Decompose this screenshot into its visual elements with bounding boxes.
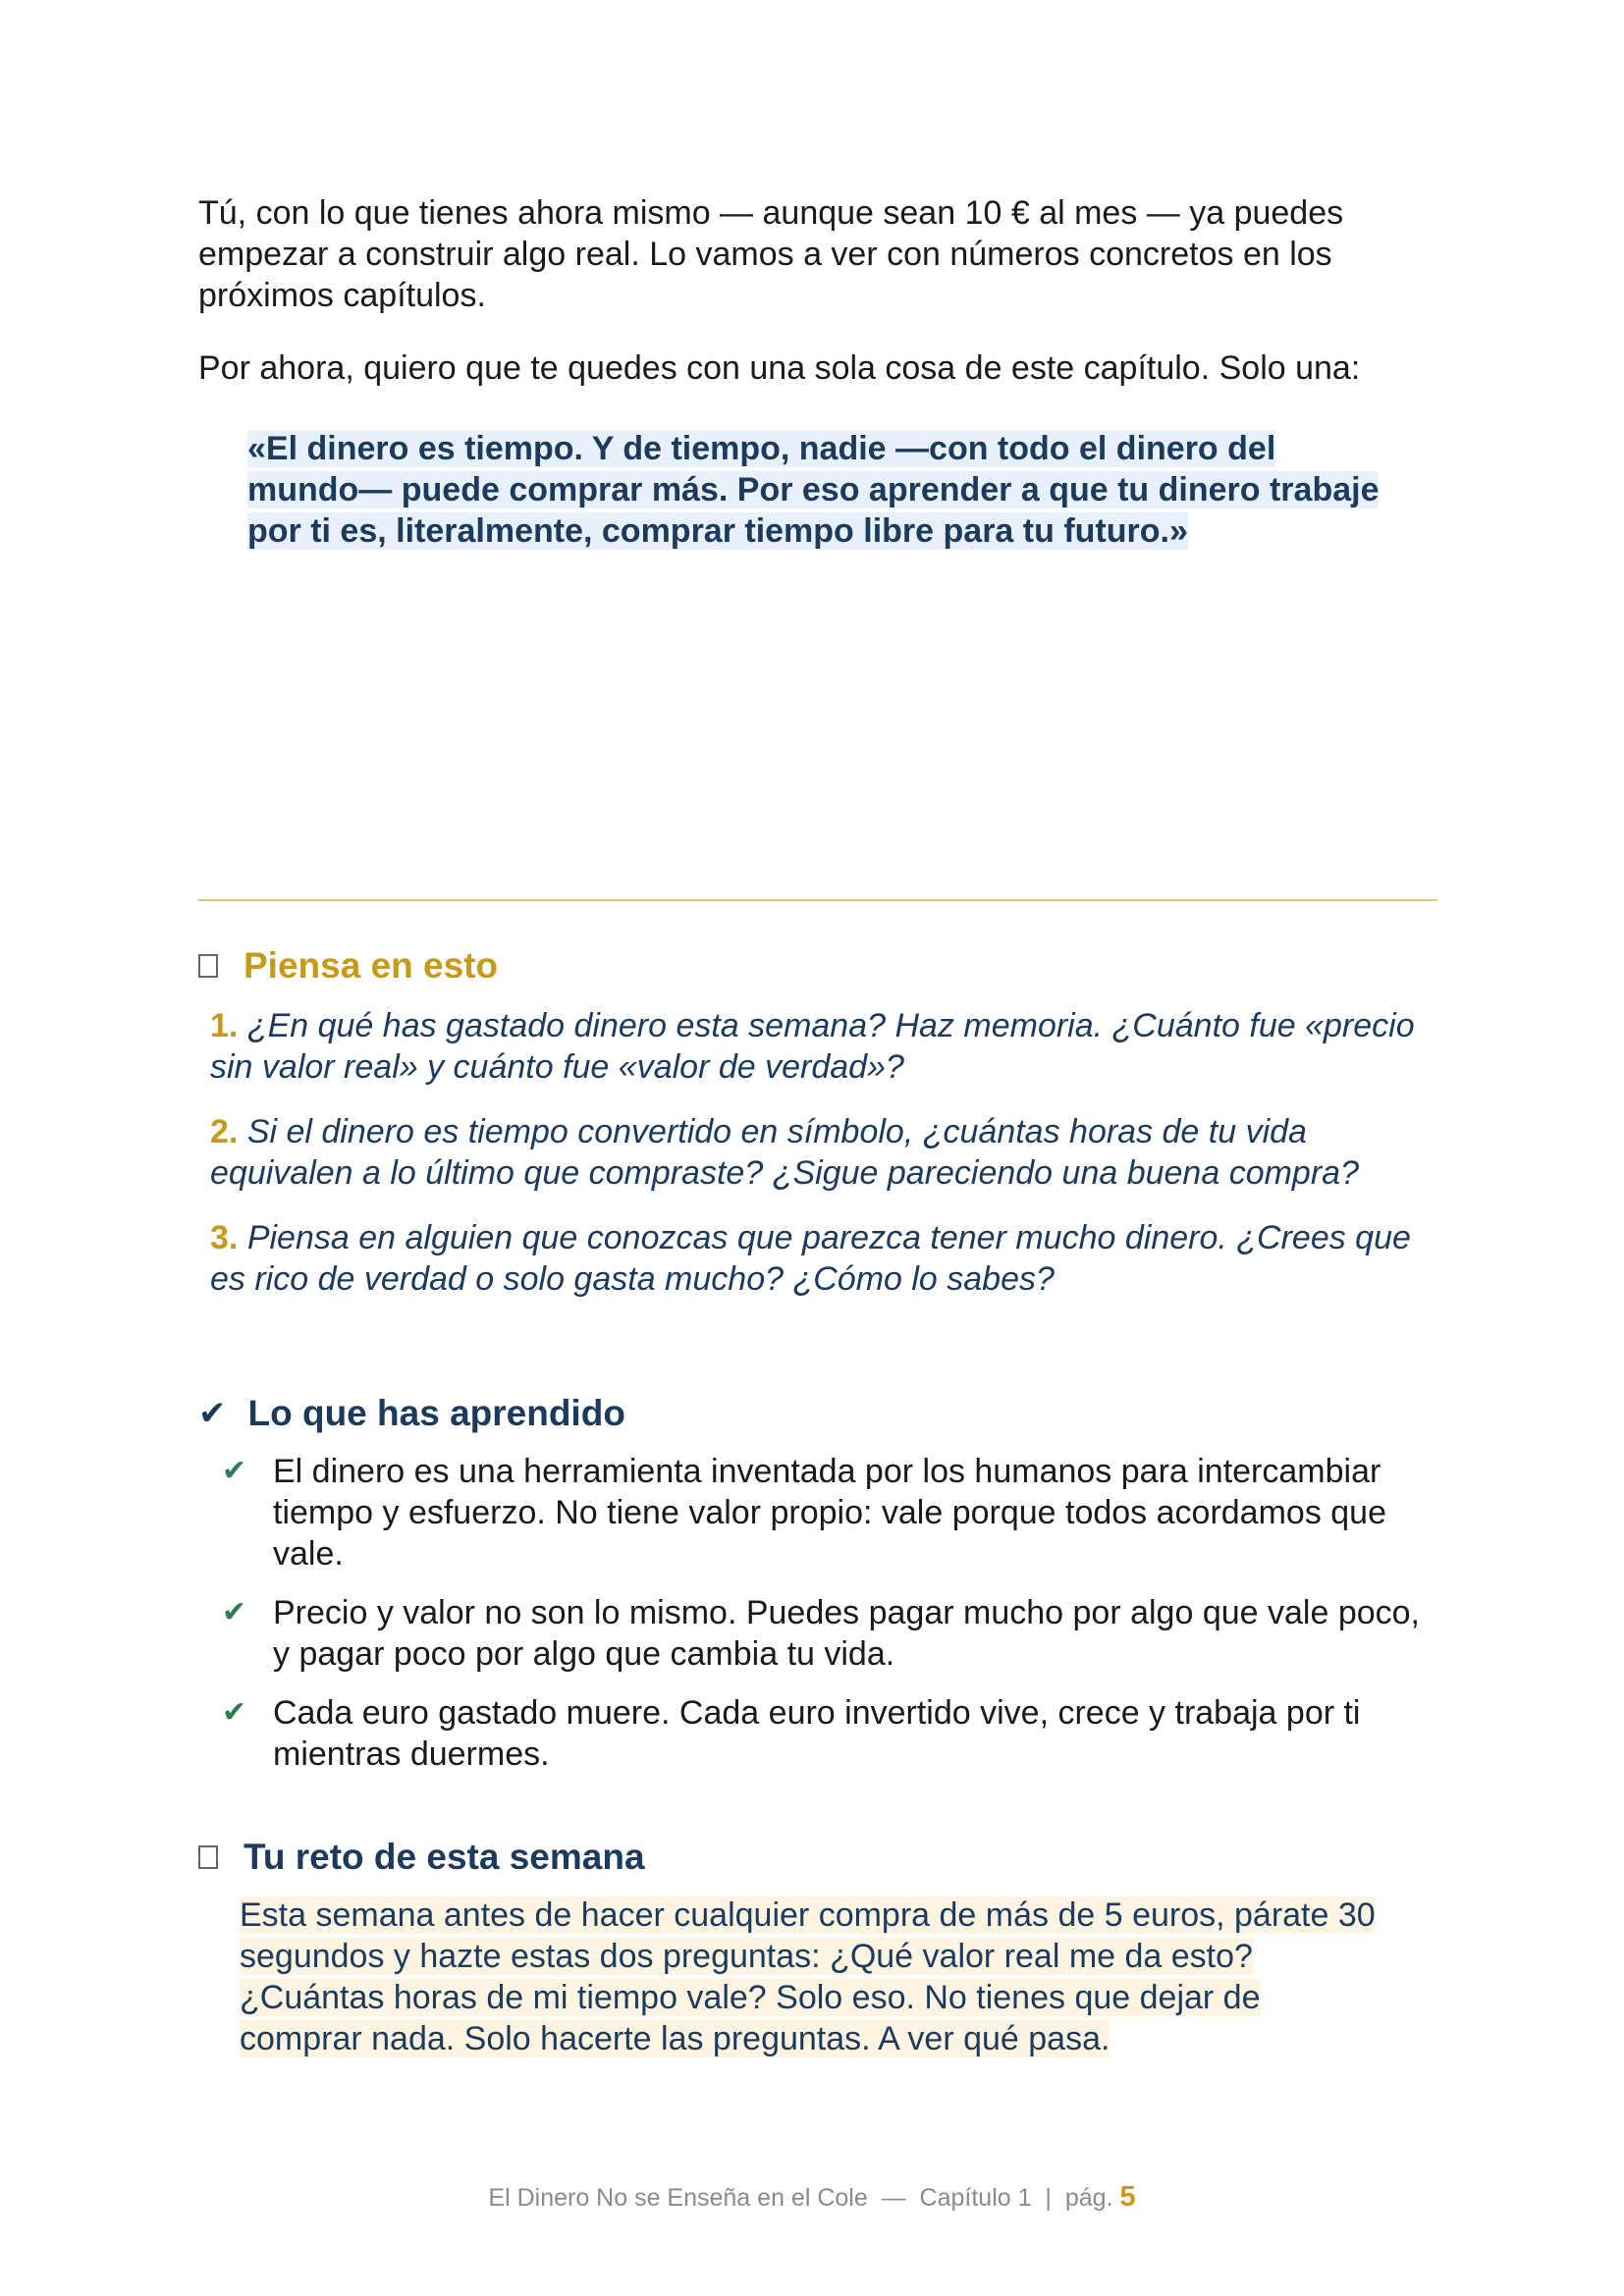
question-number: 3.	[210, 1219, 239, 1256]
question-text: ¿En qué has gastado dinero esta semana? Haz memoria. ¿Cuánto fue «precio sin valor real» y cuánto fue «valor de verdad»?	[210, 1007, 1415, 1086]
page-number: 5	[1119, 2181, 1136, 2213]
question-item	[210, 1111, 1437, 1194]
intro-paragraph-1: Tú, con lo que tienes ahora mismo — aunque sean 10 € al mes — ya puedes empezar a construir algo real. Lo vamos a ver con números concretos en los próximos capítulos.	[198, 194, 1344, 314]
page-footer	[0, 2181, 1624, 2214]
intro-section	[198, 192, 1437, 552]
footer-page-label: pág.	[1064, 2184, 1113, 2212]
question-text: Si el dinero es tiempo convertido en símbolo, ¿cuántas horas de tu vida equivalen a lo último que compraste? ¿Sigue pareciendo una buena compra?	[210, 1113, 1359, 1192]
footer-separator: |	[1045, 2184, 1052, 2212]
question-number: 1.	[210, 1007, 239, 1044]
list-item	[222, 1451, 1437, 1575]
checkmark-icon: ✔	[222, 1696, 247, 1729]
challenge-title: Tu reto de esta semana	[244, 1837, 645, 1877]
learned-heading	[198, 1392, 1437, 1435]
think-section	[198, 944, 1437, 1323]
question-item	[210, 1217, 1437, 1300]
learned-section	[198, 1392, 1437, 1792]
question-number: 2.	[210, 1113, 239, 1150]
challenge-section	[198, 1836, 1437, 2059]
key-quote-block	[247, 428, 1391, 552]
list-item	[222, 1692, 1437, 1775]
checkmark-icon: ✔	[222, 1455, 247, 1487]
think-title: Piensa en esto	[244, 945, 499, 986]
section-divider	[198, 899, 1437, 901]
think-heading	[198, 944, 1437, 988]
key-quote: «El dinero es tiempo. Y de tiempo, nadie —con todo el dinero del mundo— puede comprar más. Por eso aprender a que tu dinero trabaje por ti es, literalmente, comprar tiempo libre para tu futuro.»	[247, 430, 1380, 550]
challenge-heading	[198, 1836, 1437, 1879]
learned-item-text: El dinero es una herramienta inventada por los humanos para intercambiar tiempo y esfuerzo. No tiene valor propio: vale porque todos acordamos que vale.	[273, 1453, 1386, 1573]
list-item	[222, 1592, 1437, 1675]
checkmark-icon: ✔	[222, 1596, 247, 1629]
learned-item-text: Precio y valor no son lo mismo. Puedes pagar mucho por algo que vale poco, y pagar poco por algo que cambia tu vida.	[273, 1594, 1420, 1673]
square-icon	[198, 1845, 218, 1869]
question-item	[210, 1005, 1437, 1088]
challenge-text: Esta semana antes de hacer cualquier compra de más de 5 euros, párate 30 segundos y hazte estas dos preguntas: ¿Qué valor real me da esto? ¿Cuántas horas de mi tiempo vale? Solo eso. No tienes que dejar de comprar nada. Solo hacerte las preguntas. A ver qué pasa.	[240, 1896, 1376, 2057]
footer-separator: —	[881, 2184, 906, 2212]
learned-item-text: Cada euro gastado muere. Cada euro invertido vive, crece y trabaja por ti mientras duermes.	[273, 1694, 1361, 1773]
intro-paragraph-2: Por ahora, quiero que te quedes con una sola cosa de este capítulo. Solo una:	[198, 349, 1361, 387]
square-icon	[198, 954, 218, 978]
footer-book-title: El Dinero No se Enseña en el Cole	[488, 2184, 868, 2212]
checkmark-icon: ✔	[198, 1395, 227, 1432]
challenge-box	[240, 1895, 1390, 2059]
question-text: Piensa en alguien que conozcas que parezca tener mucho dinero. ¿Crees que es rico de verdad o solo gasta mucho? ¿Cómo lo sabes?	[210, 1219, 1411, 1298]
footer-chapter: Capítulo 1	[919, 2184, 1032, 2212]
learned-title: Lo que has aprendido	[247, 1393, 625, 1433]
